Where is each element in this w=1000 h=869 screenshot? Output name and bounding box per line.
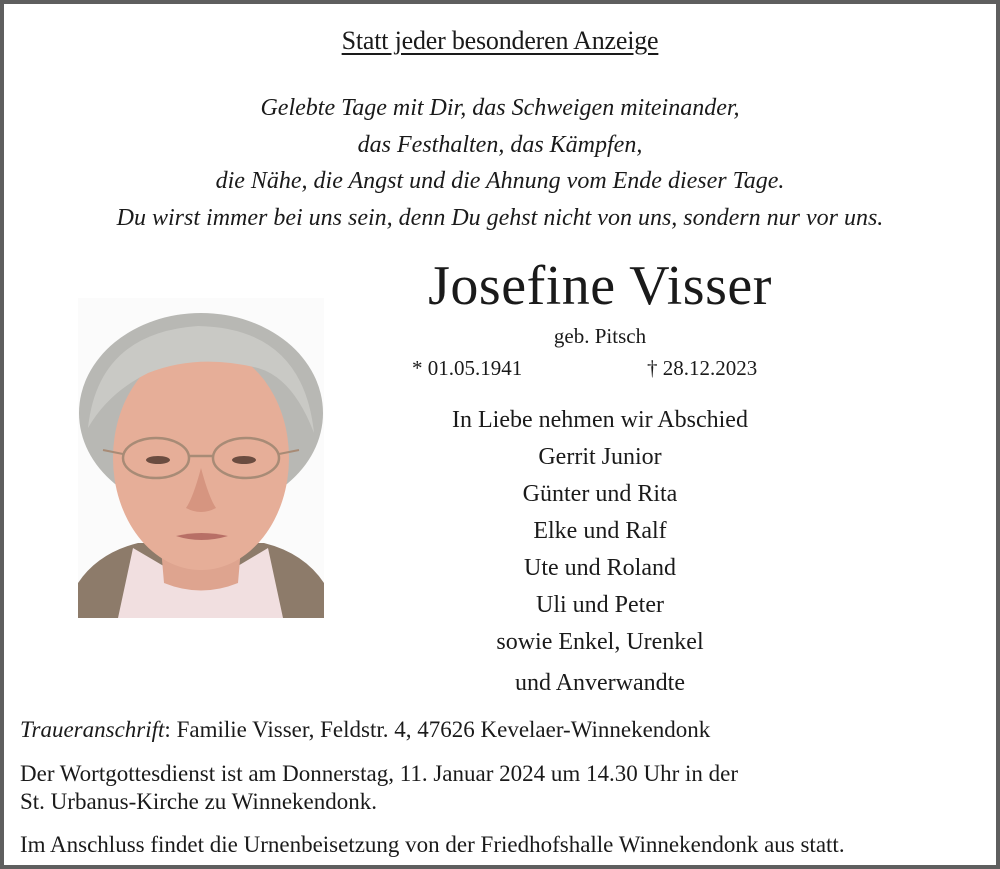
service-line: St. Urbanus-Kirche zu Winnekendonk.: [20, 789, 377, 814]
service-line: Der Wortgottesdienst ist am Donnerstag, 11. Januar 2024 um 14.30 Uhr in der: [20, 761, 739, 786]
birth-symbol: *: [412, 356, 423, 380]
burial-info: Im Anschluss findet die Urnenbeisetzung von der Friedhofshalle Winnekendonk aus statt.: [20, 832, 845, 857]
birth-date-value: 01.05.1941: [427, 356, 523, 380]
death-date: [647, 356, 757, 381]
relatives-closing: und Anverwandte: [515, 670, 685, 696]
portrait-photo: [78, 298, 324, 618]
poem: [4, 90, 996, 236]
notice-headline: Statt jeder besonderen Anzeige: [341, 26, 659, 55]
relative-name: Ute und Roland: [524, 555, 676, 581]
poem-line: Du wirst immer bei uns sein, denn Du gehst nicht von uns, sondern nur vor uns.: [116, 204, 884, 231]
birth-date: [412, 356, 522, 381]
address-text: Familie Visser, Feldstr. 4, 47626 Kevelaer-Winnekendonk: [170, 717, 711, 742]
deceased-name: Josefine Visser: [428, 255, 772, 317]
mourning-address: [20, 717, 710, 743]
death-date-value: 28.12.2023: [662, 356, 758, 380]
relative-name: Günter und Rita: [522, 481, 678, 507]
poem-line: das Festhalten, das Kämpfen,: [357, 131, 643, 158]
poem-line: die Nähe, die Angst und die Ahnung vom Ende dieser Tage.: [215, 168, 785, 194]
obituary-notice: [4, 4, 996, 865]
service-info: [20, 760, 738, 816]
portrait-image: [78, 298, 324, 618]
address-separator: :: [164, 717, 171, 742]
mourners-block: [400, 402, 800, 702]
farewell-text: In Liebe nehmen wir Abschied: [452, 407, 748, 433]
relative-name: Elke und Ralf: [533, 518, 667, 544]
address-label: Traueranschrift: [20, 717, 165, 742]
relative-name: Uli und Peter: [536, 592, 664, 618]
relative-name: sowie Enkel, Urenkel: [496, 629, 704, 655]
relative-name: Gerrit Junior: [538, 444, 662, 470]
poem-line: Gelebte Tage mit Dir, das Schweigen miteinander,: [260, 95, 740, 121]
birth-name: geb. Pitsch: [553, 324, 647, 348]
cross-icon: †: [647, 356, 658, 380]
